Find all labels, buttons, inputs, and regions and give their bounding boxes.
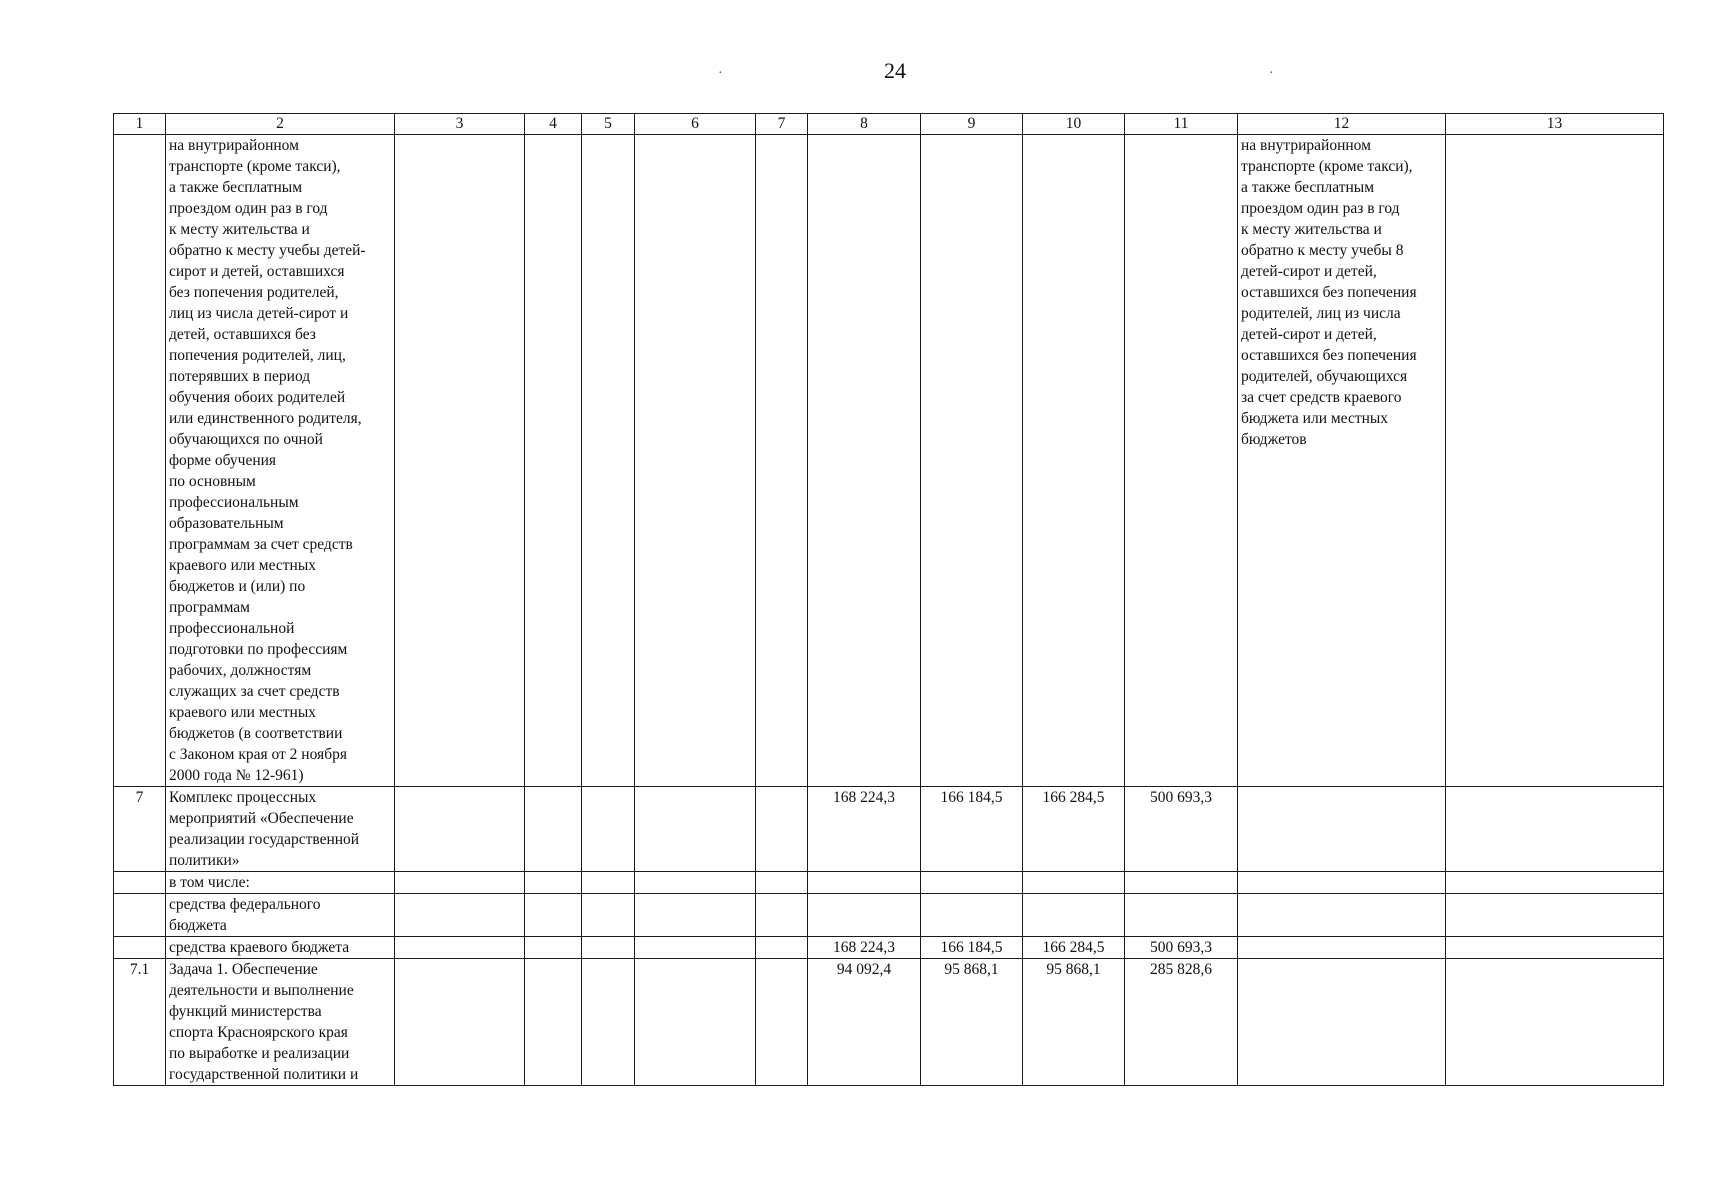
row-number (114, 135, 166, 787)
value-col8: 94 092,4 (808, 959, 921, 1086)
value-col9 (921, 894, 1023, 937)
row-number (114, 872, 166, 894)
row-number (114, 937, 166, 959)
table-row (114, 937, 1664, 959)
column-header: 1 (114, 114, 166, 135)
table-row (114, 894, 1664, 937)
value-col9 (921, 872, 1023, 894)
value-col8 (808, 135, 921, 787)
row-name: в том числе: (166, 872, 395, 894)
budget-table (113, 113, 1664, 1086)
value-col8 (808, 872, 921, 894)
value-col10: 166 284,5 (1023, 787, 1125, 872)
column-header: 8 (808, 114, 921, 135)
value-col9: 95 868,1 (921, 959, 1023, 1086)
table-row (114, 959, 1664, 1086)
value-col11 (1125, 135, 1238, 787)
column-header: 11 (1125, 114, 1238, 135)
row-name: Комплекс процессных мероприятий «Обеспечение реализации государственной политики» (166, 787, 395, 872)
value-col9: 166 184,5 (921, 787, 1023, 872)
column-header: 13 (1446, 114, 1664, 135)
value-col9 (921, 135, 1023, 787)
column-header: 2 (166, 114, 395, 135)
value-col10 (1023, 894, 1125, 937)
column-number-row (114, 114, 1664, 135)
value-col10: 166 284,5 (1023, 937, 1125, 959)
result-indicator (1238, 787, 1446, 872)
column-header: 10 (1023, 114, 1125, 135)
value-col10 (1023, 135, 1125, 787)
column-header: 6 (635, 114, 756, 135)
row-name: на внутрирайонном транспорте (кроме такси), а также бесплатным проездом один раз в год к месту жительства и обратно к месту учебы детей- сирот и детей, оставшихся без попечения родителей, лиц из числа детей-сирот и детей, оставшихся без попечения родителей, лиц, потерявших в период обучения обоих родителей или единственного родителя, обучающихся по очной форме обучения по основным профессиональным образовательным программам за счет средств краевого или местных бюджетов и (или) по программам профессиональной подготовки по профессиям рабочих, должностям служащих за счет средств краевого или местных бюджетов (в соответствии с Законом края от 2 ноября 2000 года № 12-961) (166, 135, 395, 787)
value-col11: 285 828,6 (1125, 959, 1238, 1086)
result-indicator (1238, 894, 1446, 937)
column-header: 7 (756, 114, 808, 135)
value-col11: 500 693,3 (1125, 937, 1238, 959)
value-col9: 166 184,5 (921, 937, 1023, 959)
row-name: средства краевого бюджета (166, 937, 395, 959)
value-col11 (1125, 872, 1238, 894)
table-row (114, 787, 1664, 872)
column-header: 3 (395, 114, 525, 135)
table-row (114, 135, 1664, 787)
result-indicator: на внутрирайонном транспорте (кроме такси), а также бесплатным проездом один раз в год к месту жительства и обратно к месту учебы 8 детей-сирот и детей, оставшихся без попечения родителей, лиц из числа детей-сирот и детей, оставшихся без попечения родителей, обучающихся за счет средств краевого бюджета или местных бюджетов (1238, 135, 1446, 787)
row-number (114, 894, 166, 937)
result-indicator (1238, 959, 1446, 1086)
row-number: 7.1 (114, 959, 166, 1086)
column-header: 12 (1238, 114, 1446, 135)
result-indicator (1238, 937, 1446, 959)
value-col8: 168 224,3 (808, 937, 921, 959)
value-col8: 168 224,3 (808, 787, 921, 872)
value-col11 (1125, 894, 1238, 937)
scan-speck: · (1269, 66, 1274, 81)
row-number: 7 (114, 787, 166, 872)
column-header: 5 (582, 114, 635, 135)
scan-speck: · (718, 66, 723, 81)
value-col10 (1023, 872, 1125, 894)
value-col10: 95 868,1 (1023, 959, 1125, 1086)
page-number: 24 (884, 58, 906, 83)
column-header: 9 (921, 114, 1023, 135)
table-row (114, 872, 1664, 894)
value-col8 (808, 894, 921, 937)
row-name: средства федерального бюджета (166, 894, 395, 937)
column-header: 4 (525, 114, 582, 135)
result-indicator (1238, 872, 1446, 894)
value-col11: 500 693,3 (1125, 787, 1238, 872)
row-name: Задача 1. Обеспечение деятельности и выполнение функций министерства спорта Красноярского края по выработке и реализации государственной политики и (166, 959, 395, 1086)
